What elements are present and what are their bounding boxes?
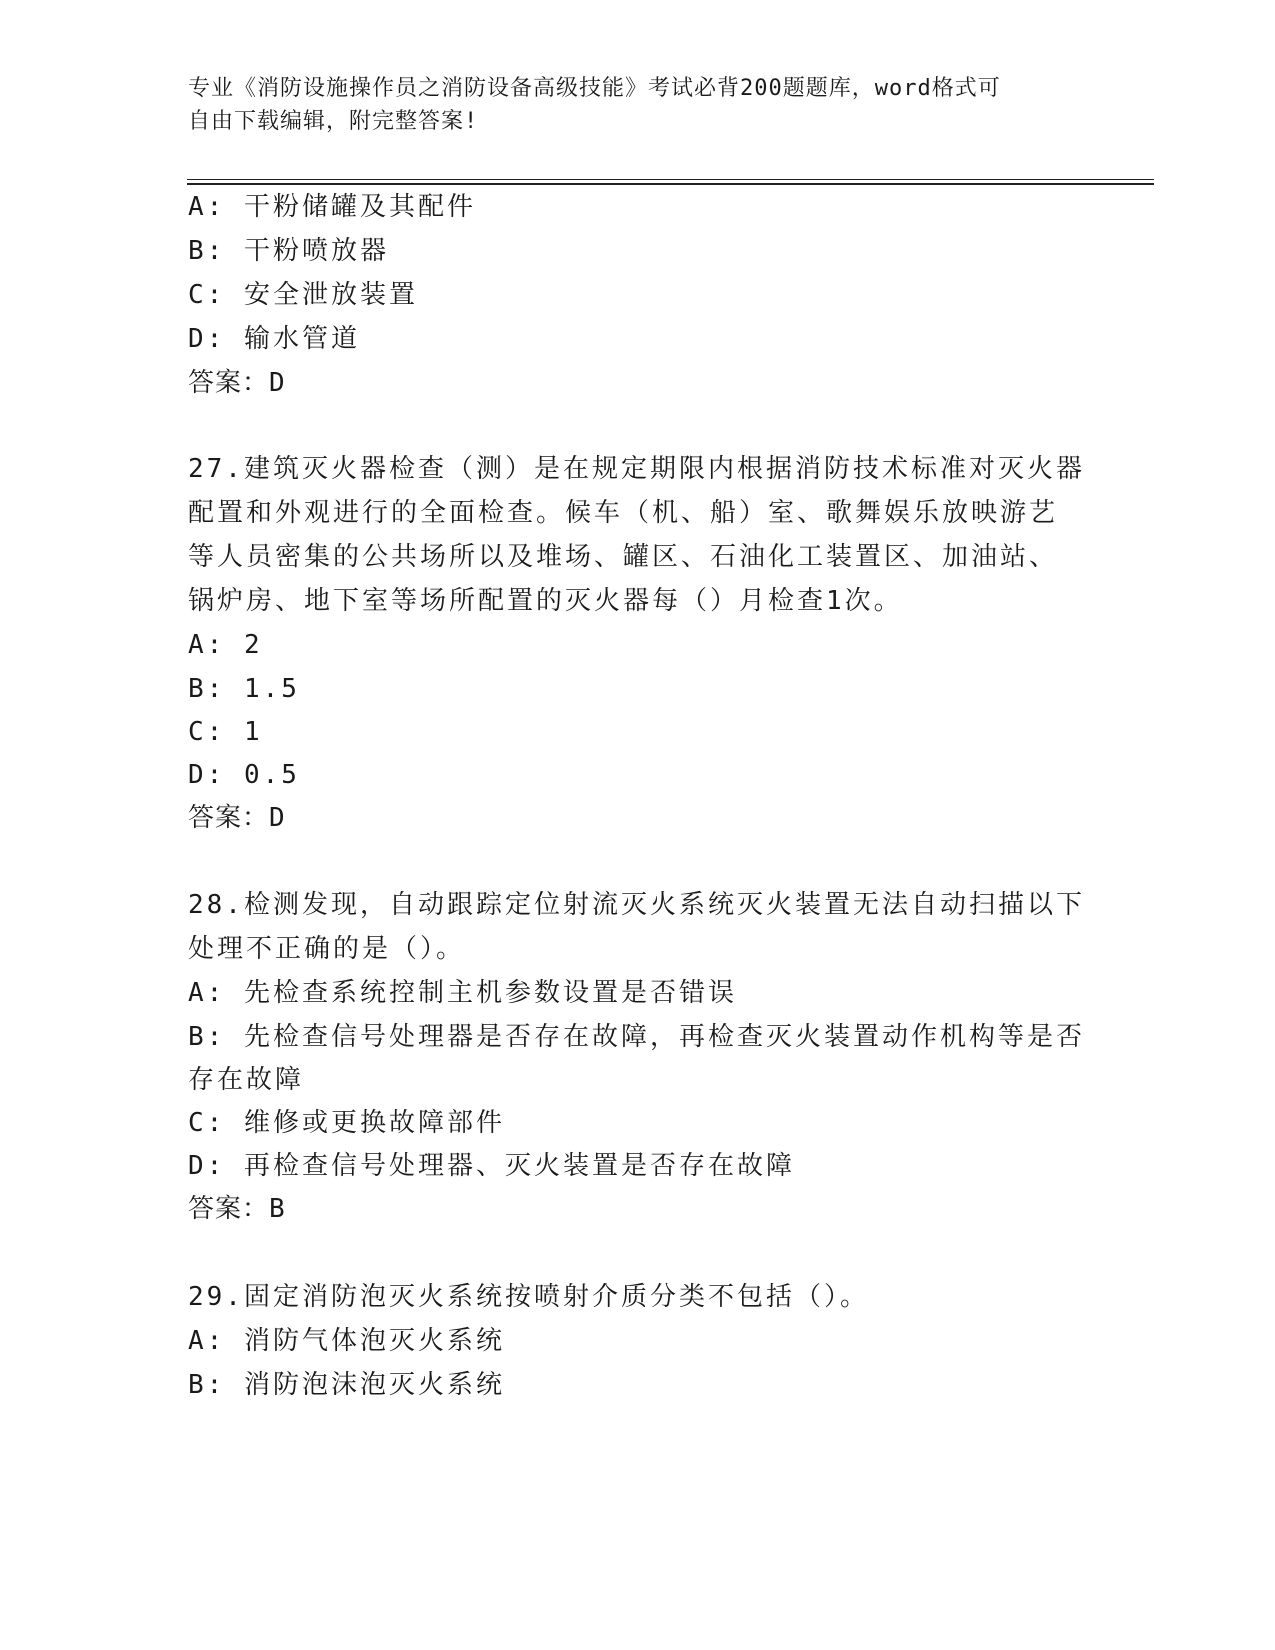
- q26-answer: 答案：D: [188, 368, 286, 398]
- document-header: [188, 72, 1068, 138]
- q28-option-c: C: 维修或更换故障部件: [188, 1108, 505, 1138]
- q26-option-a: A: 干粉储罐及其配件: [188, 192, 476, 222]
- q28-option-d: D: 再检查信号处理器、灭火装置是否存在故障: [188, 1151, 795, 1181]
- q29-text-line-1: 29.固定消防泡灭火系统按喷射介质分类不包括（）。: [188, 1282, 869, 1312]
- q28-answer: 答案：B: [188, 1194, 286, 1224]
- q29-option-a: A: 消防气体泡灭火系统: [188, 1326, 505, 1356]
- header-line-1: 专业《消防设施操作员之消防设备高级技能》考试必背200题题库，word格式可: [188, 76, 1001, 101]
- q28-option-a: A: 先检查系统控制主机参数设置是否错误: [188, 978, 737, 1008]
- q26-option-c: C: 安全泄放装置: [188, 280, 418, 310]
- header-rule-thick: [187, 183, 1154, 185]
- q27-option-c: C: 1: [188, 717, 263, 747]
- q29-option-b: B: 消防泡沫泡灭火系统: [188, 1370, 505, 1400]
- q27-text-line-4: 锅炉房、地下室等场所配置的灭火器每（）月检查1次。: [188, 586, 903, 616]
- q26-option-d: D: 输水管道: [188, 324, 360, 354]
- q26-option-b: B: 干粉喷放器: [188, 236, 389, 266]
- q27-text-line-3: 等人员密集的公共场所以及堆场、罐区、石油化工装置区、加油站、: [188, 542, 1059, 572]
- q28-option-b-continued: 存在故障: [188, 1065, 305, 1095]
- q27-text-line-1: 27.建筑灭火器检查（测）是在规定期限内根据消防技术标准对灭火器: [188, 454, 1085, 484]
- q28-text-line-1: 28.检测发现，自动跟踪定位射流灭火系统灭火装置无法自动扫描以下: [188, 890, 1085, 920]
- q27-answer: 答案：D: [188, 803, 286, 833]
- q27-option-d: D: 0.5: [188, 760, 300, 790]
- q27-option-b: B: 1.5: [188, 674, 300, 704]
- header-line-2: 自由下载编辑，附完整答案!: [188, 109, 479, 134]
- q28-option-b: B: 先检查信号处理器是否存在故障，再检查灭火装置动作机构等是否: [188, 1022, 1085, 1052]
- q27-option-a: A: 2: [188, 630, 263, 660]
- q27-text-line-2: 配置和外观进行的全面检查。候车（机、船）室、歌舞娱乐放映游艺: [188, 498, 1059, 528]
- header-rule-thin: [187, 179, 1154, 180]
- q28-text-line-2: 处理不正确的是（）。: [188, 934, 466, 964]
